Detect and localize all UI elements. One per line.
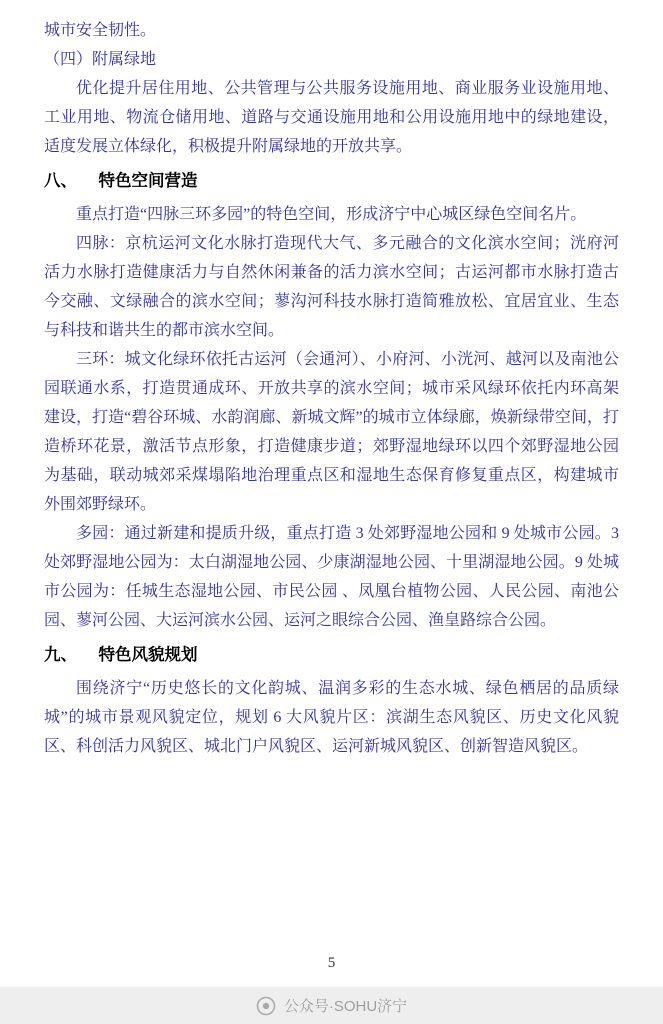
watermark-footer — [0, 987, 663, 1024]
section-heading-8 — [44, 166, 619, 195]
section-number: 九、 — [44, 645, 77, 664]
paragraph-space-overview: 重点打造“四脉三环多园”的特色空间，形成济宁中心城区绿色空间名片。 — [76, 206, 587, 223]
page-number: 5 — [327, 955, 336, 971]
paragraph-multi-parks: 多园：通过新建和提质升级，重点打造 3 处郊野湿地公园和 9 处城市公园。3 处郊野湿地公园为：太白湖湿地公园、少康湖湿地公园、十里湖湿地公园。9 处城市公园为：任城生态湿地公园、市民公园 、凤凰台植物公园、人民公园、南池公园、蓼河公园、大运河滨水公园、运河之眼综合公园、渔皇路综合公园。 — [44, 525, 619, 629]
section-heading-9 — [44, 640, 619, 669]
paragraph-style-planning: 围绕济宁“历史悠长的文化韵城、温润多彩的生态水城、绿色栖居的品质绿城”的城市景观风貌定位，规划 6 大风貌片区：滨湖生态风貌区、历史文化风貌区、科创活力风貌区、城北门户风貌区、运河新城风貌区、创新智造风貌区。 — [44, 680, 619, 755]
paragraph-three-rings: 三环：城文化绿环依托古运河（会通河）、小府河、小洸河、越河以及南池公园联通水系，打造贯通成环、开放共享的滨水空间；城市采风绿环依托内环高架建设，打造“碧谷环城、水韵润廊、新城文辉”的城市立体绿廊，焕新绿带空间，打造桥环花景，激活节点形象，打造健康步道；郊野湿地绿环以四个郊野湿地公园为基础，联动城郊采煤塌陷地治理重点区和湿地生态保育修复重点区，构建城市外围郊野绿环。 — [44, 351, 619, 513]
watermark-text: 公众号·SOHU济宁 — [283, 998, 408, 1015]
section-title: 特色空间营造 — [98, 171, 198, 190]
paragraph-appendix-green: 优化提升居住用地、公共管理与公共服务设施用地、商业服务业设施用地、工业用地、物流仓储用地、道路与交通设施用地和公用设施用地中的绿地建设，适度发展立体绿化，积极提升附属绿地的开放共享。 — [44, 80, 619, 155]
section-title: 特色风貌规划 — [98, 645, 198, 664]
paragraph-four-veins: 四脉：京杭运河文化水脉打造现代大气、多元融合的文化滨水空间；洸府河活力水脉打造健康活力与自然休闲兼备的活力滨水空间；古运河都市水脉打造古今交融、文绿融合的滨水空间；蓼沟河科技水脉打造简雅放松、宜居宜业、生态与科技和谐共生的都市滨水空间。 — [44, 235, 619, 339]
section-number: 八、 — [44, 171, 77, 190]
sohu-circle-logo-icon — [256, 996, 276, 1016]
sub-heading-appendix-green: （四）附属绿地 — [44, 51, 157, 68]
paragraph-continuation: 城市安全韧性。 — [44, 22, 157, 39]
